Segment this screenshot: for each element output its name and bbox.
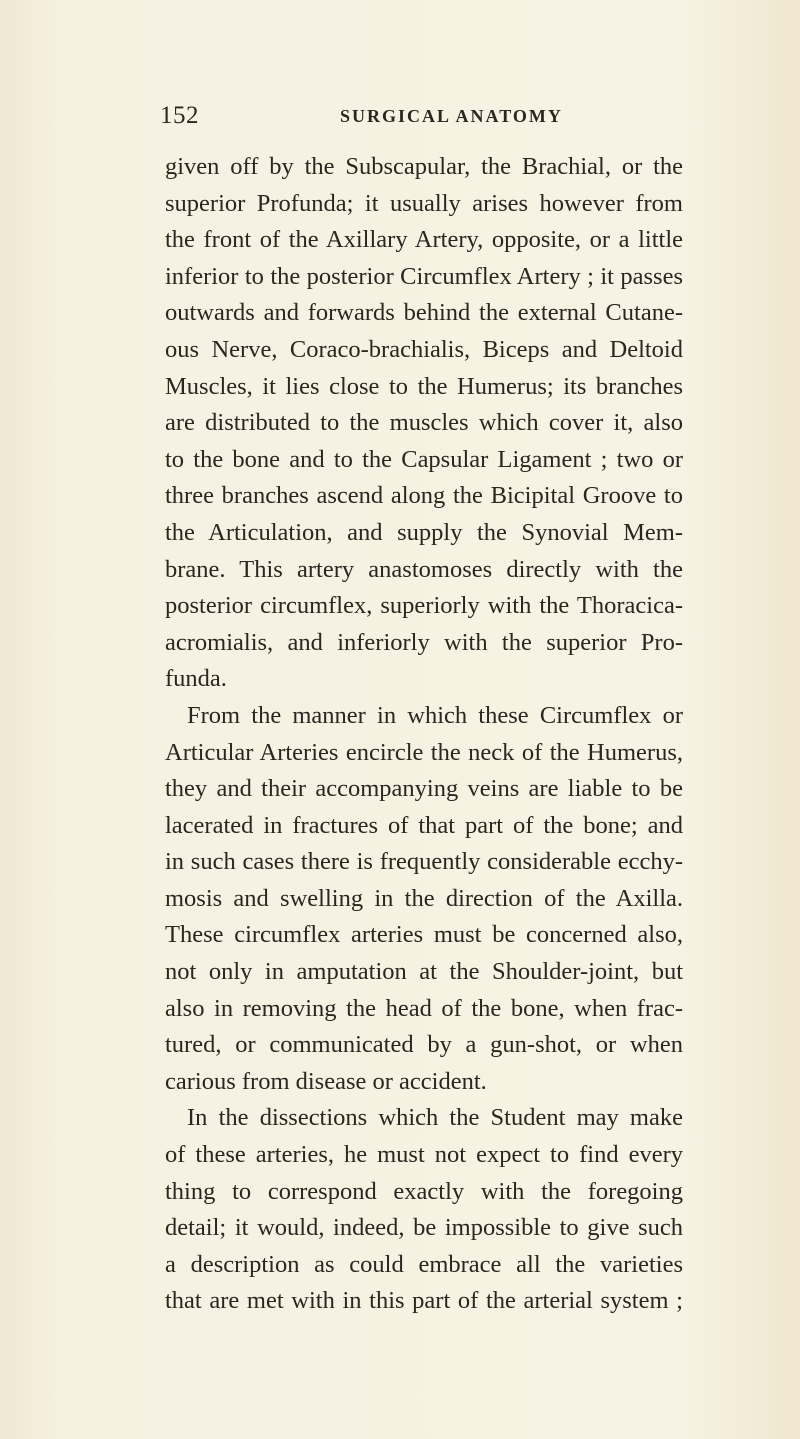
text-line: ous Nerve, Coraco-brachialis, Biceps and Deltoid <box>165 335 683 363</box>
body-text <box>165 149 683 1320</box>
text-line: outwards and forwards behind the external Cutane- <box>165 299 683 327</box>
text-line: that are met with in this part of the arterial system ; <box>165 1287 683 1315</box>
text-line: in such cases there is frequently considerable ecchy- <box>165 848 683 876</box>
text-line: three branches ascend along the Bicipital Groove to <box>165 482 683 510</box>
text-line: inferior to the posterior Circumflex Artery ; it passes <box>165 262 683 290</box>
text-line: lacerated in fractures of that part of the bone; and <box>165 811 683 839</box>
text-line: funda. <box>165 665 227 693</box>
text-line: From the manner in which these Circumflex or <box>187 701 683 729</box>
text-line: to the bone and to the Capsular Ligament ; two or <box>165 445 683 473</box>
text-line: given off by the Subscapular, the Brachial, or the <box>165 153 683 180</box>
text-line: also in removing the head of the bone, when frac- <box>165 994 683 1022</box>
text-line: of these arteries, he must not expect to find every <box>165 1141 683 1169</box>
text-line: superior Profunda; it usually arises however from <box>165 189 683 217</box>
text-line: not only in amputation at the Shoulder-joint, but <box>165 958 683 986</box>
text-line: These circumflex arteries must be concerned also, <box>165 921 683 949</box>
text-line: thing to correspond exactly with the foregoing <box>165 1177 683 1205</box>
text-line: Articular Arteries encircle the neck of the Humerus, <box>165 738 683 766</box>
page-header <box>160 102 680 142</box>
text-line: Muscles, it lies close to the Humerus; its branches <box>165 372 683 400</box>
text-line: acromialis, and inferiorly with the superior Pro- <box>165 628 683 656</box>
running-head: SURGICAL ANATOMY <box>340 106 563 126</box>
text-line: mosis and swelling in the direction of the Axilla. <box>165 884 683 912</box>
text-line: carious from disease or accident. <box>165 1067 487 1095</box>
text-line: a description as could embrace all the varieties <box>165 1250 683 1278</box>
text-line: tured, or communicated by a gun-shot, or when <box>165 1031 683 1059</box>
text-line: posterior circumflex, superiorly with the Thoracica- <box>165 592 683 620</box>
text-line: they and their accompanying veins are liable to be <box>165 775 683 803</box>
text-line: detail; it would, indeed, be impossible to give such <box>165 1214 683 1242</box>
text-line: are distributed to the muscles which cover it, also <box>165 409 683 437</box>
text-line: brane. This artery anastomoses directly with the <box>165 555 683 583</box>
page-number: 152 <box>160 102 199 129</box>
text-line: the Articulation, and supply the Synovial Mem- <box>165 518 683 546</box>
text-line: the front of the Axillary Artery, opposite, or a little <box>165 226 683 254</box>
text-line: In the dissections which the Student may make <box>187 1104 683 1132</box>
